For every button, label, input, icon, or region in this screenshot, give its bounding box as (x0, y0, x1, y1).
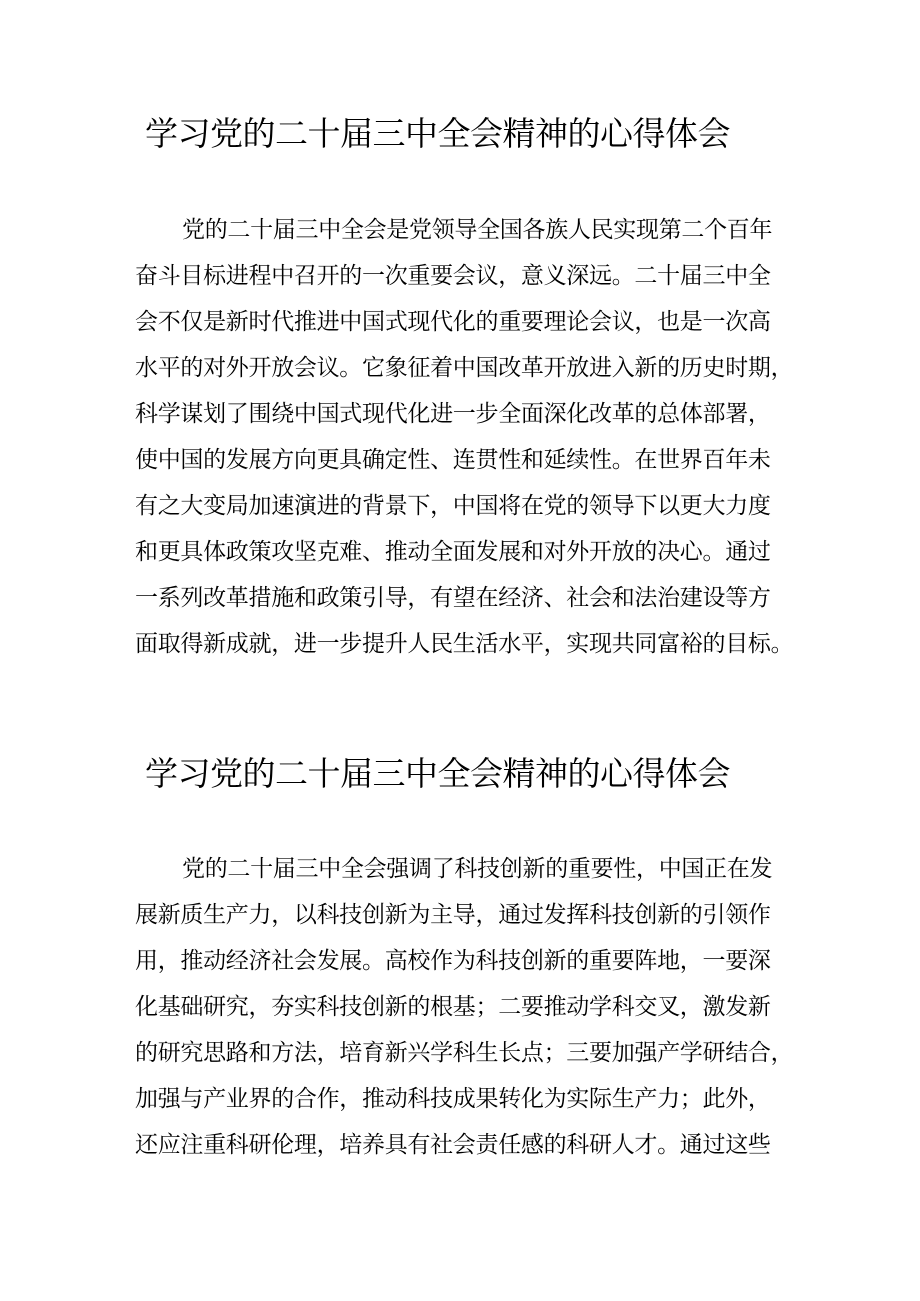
paragraph-line: 科学谋划了围绕中国式现代化进一步全面深化改革的总体部署， (135, 401, 771, 427)
paragraph-line: 奋斗目标进程中召开的一次重要会议，意义深远。二十届三中全 (135, 263, 771, 289)
paragraph-line: 和更具体政策攻坚克难、推动全面发展和对外开放的决心。通过 (135, 539, 771, 565)
section-title: 学习党的二十届三中全会精神的心得体会 (145, 754, 730, 793)
section-paragraph (135, 846, 805, 1168)
paragraph-line: 水平的对外开放会议。它象征着中国改革开放进入新的历史时期， (135, 355, 794, 381)
paragraph-line: 的研究思路和方法，培育新兴学科生长点；三要加强产学研结合， (135, 1040, 794, 1066)
paragraph-line: 一系列改革措施和政策引导，有望在经济、社会和法治建设等方 (135, 585, 771, 611)
paragraph-line: 党的二十届三中全会强调了科技创新的重要性，中国正在发 (182, 856, 773, 882)
section-title: 学习党的二十届三中全会精神的心得体会 (145, 114, 730, 153)
paragraph-line: 使中国的发展方向更具确定性、连贯性和延续性。在世界百年未 (135, 447, 771, 473)
paragraph-line: 用，推动经济社会发展。高校作为科技创新的重要阵地，一要深 (135, 948, 771, 974)
paragraph-line: 加强与产业界的合作，推动科技成果转化为实际生产力；此外， (135, 1086, 771, 1112)
section-paragraph (135, 207, 805, 667)
paragraph-line: 有之大变局加速演进的背景下，中国将在党的领导下以更大力度 (135, 493, 771, 519)
paragraph-line: 化基础研究，夯实科技创新的根基；二要推动学科交叉，激发新 (135, 994, 771, 1020)
paragraph-line: 还应注重科研伦理，培养具有社会责任感的科研人才。通过这些 (135, 1132, 771, 1158)
paragraph-line: 面取得新成就，进一步提升人民生活水平，实现共同富裕的目标。 (135, 631, 794, 657)
paragraph-line: 会不仅是新时代推进中国式现代化的重要理论会议，也是一次高 (135, 309, 771, 335)
paragraph-line: 党的二十届三中全会是党领导全国各族人民实现第二个百年 (182, 217, 773, 243)
paragraph-line: 展新质生产力，以科技创新为主导，通过发挥科技创新的引领作 (135, 902, 771, 928)
